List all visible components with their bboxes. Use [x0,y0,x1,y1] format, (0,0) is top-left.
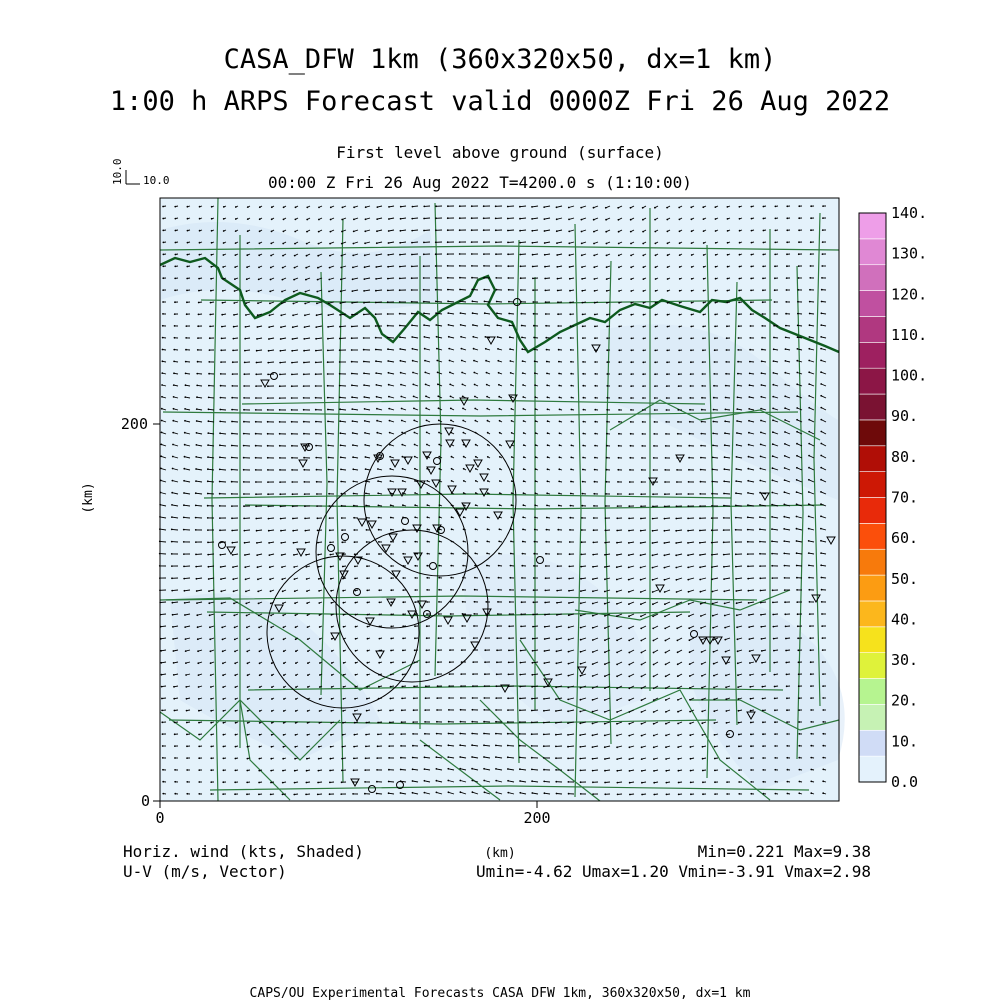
colorbar-swatch [859,239,886,265]
colorbar-label: 110. [891,326,927,344]
ref-vector-vertical-label: 10.0 [111,159,124,186]
title-line-1: CASA_DFW 1km (360x320x50, dx=1 km) [0,44,1000,75]
colorbar-swatch [859,316,886,342]
reference-vector [111,159,170,188]
colorbar-label: 90. [891,407,918,425]
time-label: 00:00 Z Fri 26 Aug 2022 T=4200.0 s (1:10:00) [268,173,692,192]
colorbar-swatch [859,523,886,549]
colorbar [859,204,927,791]
colorbar-label: 10. [891,732,918,750]
colorbar-label: 70. [891,489,918,507]
y-axis-unit: (km) [81,482,96,513]
title-line-2: 1:00 h ARPS Forecast valid 0000Z Fri 26 Aug 2022 [0,86,1000,117]
ref-vector-horizontal-label: 10.0 [143,174,170,187]
colorbar-swatch [859,446,886,472]
colorbar-label: 50. [891,570,918,588]
stats-line-2: Umin=-4.62 Umax=1.20 Vmin=-3.91 Vmax=2.98 [476,862,871,881]
colorbar-label: 140. [891,204,927,222]
colorbar-label: 130. [891,245,927,263]
colorbar-swatch [859,679,886,705]
colorbar-swatch [859,394,886,420]
colorbar-swatch [859,627,886,653]
colorbar-label: 60. [891,529,918,547]
colorbar-swatch [859,575,886,601]
legend-line-2: U-V (m/s, Vector) [123,862,287,881]
x-tick-200: 200 [523,809,550,827]
colorbar-swatch [859,213,886,239]
colorbar-swatch [859,368,886,394]
colorbar-label: 80. [891,448,918,466]
colorbar-swatch [859,291,886,317]
colorbar-swatch [859,549,886,575]
x-tick-0: 0 [155,809,164,827]
colorbar-swatch [859,472,886,498]
colorbar-swatch [859,730,886,756]
colorbar-label: 0.0 [891,773,918,791]
y-tick-0: 0 [141,792,150,810]
colorbar-label: 40. [891,610,918,628]
x-axis-unit: (km) [484,846,515,861]
footer-caption: CAPS/OU Experimental Forecasts CASA DFW 1km, 360x320x50, dx=1 km [0,986,1000,1001]
stats-line-1: Min=0.221 Max=9.38 [698,842,871,861]
colorbar-label: 120. [891,285,927,303]
colorbar-swatch [859,420,886,446]
legend-line-1: Horiz. wind (kts, Shaded) [123,842,364,861]
level-label: First level above ground (surface) [0,143,1000,162]
colorbar-label: 20. [891,692,918,710]
colorbar-swatch [859,498,886,524]
colorbar-label: 30. [891,651,918,669]
colorbar-label: 100. [891,367,927,385]
colorbar-swatch [859,756,886,782]
colorbar-swatch [859,653,886,679]
colorbar-swatch [859,704,886,730]
colorbar-swatch [859,265,886,291]
colorbar-swatch [859,601,886,627]
colorbar-swatch [859,342,886,368]
y-tick-200: 200 [121,415,148,433]
